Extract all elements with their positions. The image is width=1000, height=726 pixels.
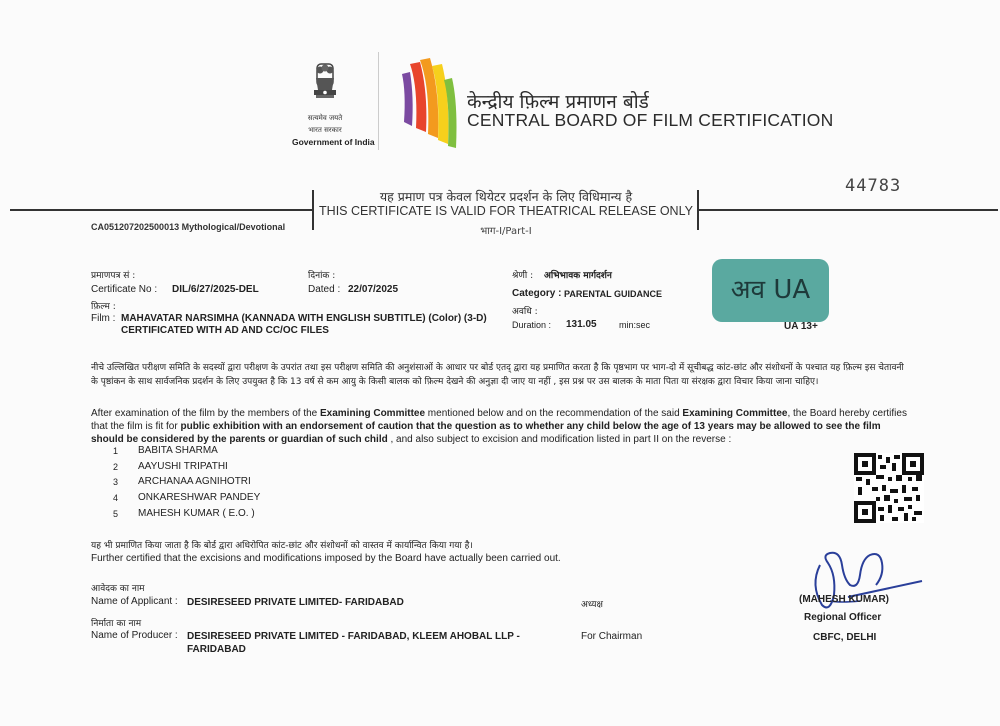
board-name-english: CENTRAL BOARD OF FILM CERTIFICATION (467, 110, 834, 130)
cert-text-bold: Examining Committee (320, 408, 426, 419)
list-item: BABITA SHARMA (138, 445, 218, 456)
serial-number: 44783 (845, 176, 902, 196)
further-certified-english: Further certified that the excisions and modifications imposed by the Board have actually been carried out. (91, 553, 561, 564)
certification-text-english (91, 407, 911, 446)
date-value: 22/07/2025 (348, 284, 399, 295)
list-item: AAYUSHI TRIPATHI (138, 461, 228, 472)
film-label: Film : (91, 313, 116, 324)
list-item-number: 3 (113, 477, 119, 487)
cert-text-part: mentioned below and on the recommendation of the said (425, 408, 683, 419)
signatory-name: (MAHESH KUMAR) (799, 594, 889, 605)
banner-bracket-left (312, 190, 314, 230)
certificate-no-label-hindi: प्रमाणपत्र सं : (91, 271, 136, 281)
signatory-title: Regional Officer (804, 612, 882, 623)
cert-text-bold: Examining Committee (682, 408, 788, 419)
applicant-label: Name of Applicant : (91, 596, 178, 607)
cert-text-part: After examination of the film by the members of the (91, 408, 320, 419)
cert-text-part: , the Board hereby certifies that the film is fit for (91, 408, 907, 432)
list-item: ONKARESHWAR PANDEY (138, 492, 261, 503)
duration-unit: min:sec (619, 320, 651, 330)
duration-value: 131.05 (566, 319, 597, 330)
category-value: PARENTAL GUIDANCE (564, 289, 663, 299)
list-item-number: 5 (113, 509, 119, 519)
rating-badge: अव UA (712, 259, 829, 322)
goi-hindi: भारत सरकार (308, 126, 342, 134)
film-title-line1: MAHAVATAR NARSIMHA (KANNADA WITH ENGLISH SUBTITLE) (Color) (3-D) (121, 313, 487, 324)
applicant-label-hindi: आवेदक का नाम (91, 584, 145, 594)
banner-hindi: यह प्रमाण पत्र केवल थियेटर प्रदर्शन के लिए विधिमान्य है (379, 189, 633, 204)
banner-english: THIS CERTIFICATE IS VALID FOR THEATRICAL RELEASE ONLY (319, 204, 693, 218)
list-item: ARCHANAA AGNIHOTRI (138, 476, 251, 487)
duration-label-hindi: अवधि : (512, 307, 538, 317)
duration-label: Duration : (512, 320, 552, 330)
certificate-no-value: DIL/6/27/2025-DEL (172, 284, 259, 295)
board-name-hindi: केन्द्रीय फ़िल्म प्रमाणन बोर्ड (467, 91, 649, 113)
certificate-no-label: Certificate No : (91, 284, 158, 295)
banner-part: भाग-I/Part-I (480, 226, 532, 237)
applicant-value: DESIRESEED PRIVATE LIMITED- FARIDABAD (187, 597, 404, 608)
banner-rule-left (10, 209, 312, 211)
list-item-number: 4 (113, 493, 119, 503)
date-label: Dated : (308, 284, 341, 295)
cert-text-part: , and also subject to excision and modification listed in part II on the reverse : (387, 434, 732, 445)
category-label-hindi: श्रेणी : (512, 271, 534, 281)
producer-label-hindi: निर्माता का नाम (91, 619, 142, 629)
application-ref: CA051207202500013 Mythological/Devotional (91, 222, 286, 232)
banner-rule-right (698, 209, 998, 211)
signatory-office: CBFC, DELHI (813, 632, 877, 643)
category-label: Category : (512, 288, 562, 299)
header-divider (378, 52, 379, 150)
film-title-line2: CERTIFICATED WITH AD AND CC/OC FILES (121, 325, 329, 336)
producer-value-line1: DESIRESEED PRIVATE LIMITED - FARIDABAD, KLEEM AHOBAL LLP - (187, 631, 520, 642)
emblem-motto: सत्यमेव जयते (307, 114, 343, 122)
certification-text-hindi: नीचे उल्लिखित परीक्षण समिति के सदस्यों द्वारा परीक्षण के उपरांत तथा इस परीक्षण समिति की अनुशंसाओं के आधार पर बोर्ड एतद् द्वारा यह प्रमाणित करता है कि पृष्ठभाग पर भाग-दो में सूचीबद्ध कांट-छांट और संशोधनों के पश्चात यह फ़िल्म इस चेतावनी के पृष्ठांकन के साथ सार्वजनिक प्रदर्शन के लिए उपयुक्त है कि 13 वर्ष से कम आयु के किसी बालक को फ़िल्म देखने की अनुज्ञा दी जाए या नहीं , इस प्रश्न पर उस बालक के माता पिता या संरक्षक द्वारा विचार किया जाना चाहिए। (91, 363, 904, 387)
goi-english: Government of India (292, 137, 375, 147)
list-item-number: 1 (113, 446, 119, 456)
producer-label: Name of Producer : (91, 630, 178, 641)
cert-text-bold: public exhibition with an endorsement of caution that the question as to whether any child below the age of 13 years may be allowed to see the film should be considered by the parents or guardian of such child (91, 421, 881, 445)
national-emblem-icon (307, 60, 343, 112)
chairman-english: For Chairman (581, 631, 643, 642)
rating-label: UA 13+ (784, 321, 818, 332)
producer-value-line2: FARIDABAD (187, 644, 246, 655)
further-certified-hindi: यह भी प्रमाणित किया जाता है कि बोर्ड द्वारा अधिरोपित कांट-छांट और संशोधनों को वास्तव में कार्यान्वित किया गया है। (91, 541, 473, 551)
category-value-hindi: अभिभावक मार्गदर्शन (544, 271, 612, 281)
cbfc-logo-icon (396, 52, 466, 152)
list-item: MAHESH KUMAR ( E.O. ) (138, 508, 255, 519)
qr-code-icon (854, 453, 924, 523)
chairman-hindi: अध्यक्ष (581, 600, 603, 610)
film-label-hindi: फ़िल्म : (91, 302, 116, 312)
date-label-hindi: दिनांक : (308, 271, 336, 281)
list-item-number: 2 (113, 462, 119, 472)
